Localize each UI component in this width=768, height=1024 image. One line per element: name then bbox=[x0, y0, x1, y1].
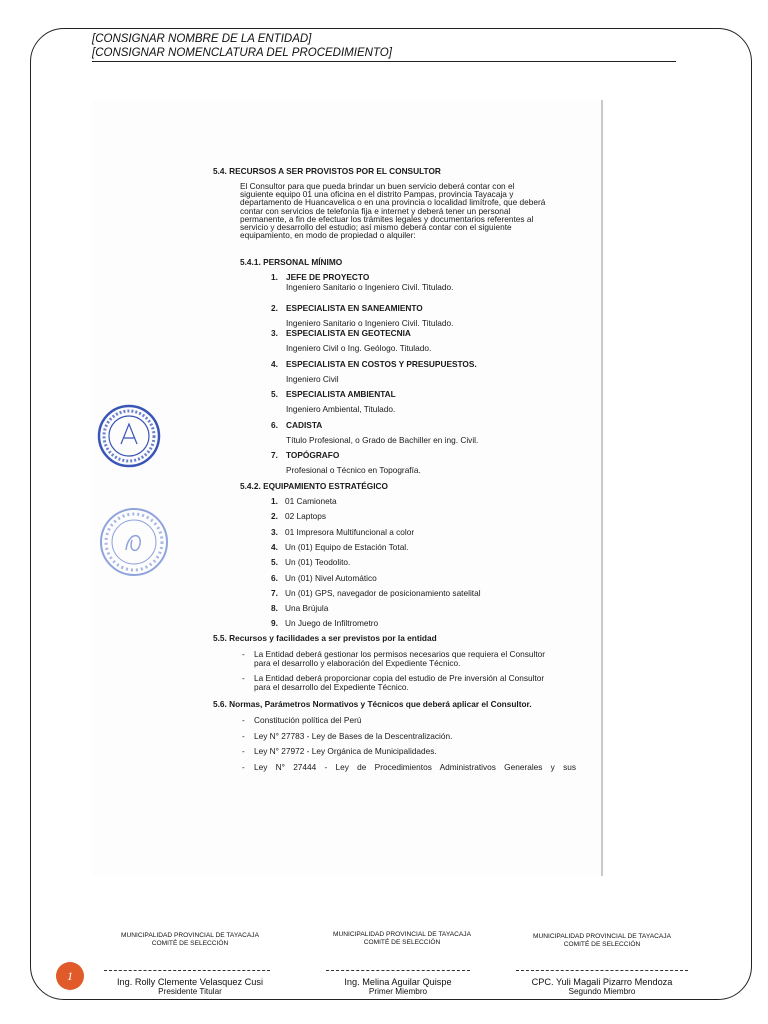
personal-role-title: TOPÓGRAFO bbox=[286, 450, 340, 460]
personal-role-title: JEFE DE PROYECTO bbox=[286, 272, 370, 282]
committee-org: MUNICIPALIDAD PROVINCIAL DE TAYACAJA bbox=[532, 933, 671, 940]
personal-role-title: ESPECIALISTA EN COSTOS Y PRESUPUESTOS. bbox=[286, 359, 477, 369]
blue-seal-stamp-2 bbox=[98, 506, 170, 578]
norm-item: Ley N° 27444 - Ley de Procedimientos Administrativos Generales y sus bbox=[254, 761, 576, 772]
bullet-dash: - bbox=[242, 673, 245, 683]
personal-role-title: ESPECIALISTA EN GEOTECNIA bbox=[286, 328, 411, 338]
signer-role: Primer Miembro bbox=[368, 987, 428, 996]
equipment-item: 01 Impresora Multifuncional a color bbox=[285, 526, 415, 537]
committee-sub: COMITÉ DE SELECCIÓN bbox=[151, 940, 229, 947]
equipment-item: Un Juego de Infiltrometro bbox=[285, 618, 379, 629]
bottom-rule-segment bbox=[292, 999, 314, 1000]
committee-block-2 bbox=[312, 931, 492, 947]
document-header bbox=[92, 33, 676, 62]
signer-name: Ing. Melina Aguilar Quispe bbox=[344, 977, 452, 987]
bullet-dash: - bbox=[242, 649, 245, 659]
intro-line: siguiente equipo 01 una oficina en el distrito Pampas, provincia Tayacaja y bbox=[240, 189, 514, 200]
equipment-number: 5. bbox=[271, 557, 278, 568]
scan-edge-line bbox=[601, 100, 603, 876]
bullet-dash: - bbox=[242, 730, 245, 741]
entity-resource-line: La Entidad deberá gestionar los permisos necesarios que requiera el Consultor bbox=[254, 649, 546, 659]
section-5-4-intro bbox=[240, 182, 582, 239]
entity-resource-line: para el desarrollo del Expediente Técnico. bbox=[254, 682, 409, 692]
procedure-nomenclature-placeholder: [CONSIGNAR NOMENCLATURA DEL PROCEDIMIENTO] bbox=[92, 46, 392, 59]
signer-name: Ing. Rolly Clemente Velasquez Cusi bbox=[116, 977, 264, 987]
signature-line-3 bbox=[516, 970, 688, 971]
committee-org: MUNICIPALIDAD PROVINCIAL DE TAYACAJA bbox=[332, 931, 471, 938]
personal-number: 1. bbox=[271, 272, 278, 282]
norm-item: Ley N° 27972 - Ley Orgánica de Municipalidades. bbox=[254, 746, 437, 756]
committee-sub: COMITÉ DE SELECCIÓN bbox=[563, 941, 641, 948]
equipment-item: Un (01) GPS, navegador de posicionamiento satelital bbox=[285, 587, 481, 598]
committee-block-3 bbox=[512, 933, 692, 949]
personal-role-requirement: Profesional o Técnico en Topografía. bbox=[286, 465, 421, 475]
bullet-dash: - bbox=[242, 715, 245, 725]
personal-number: 4. bbox=[271, 359, 278, 369]
signature-line-1 bbox=[104, 970, 270, 971]
personal-role-requirement: Ingeniero Civil bbox=[286, 374, 339, 384]
bottom-rule-segment bbox=[490, 999, 512, 1000]
equipment-number: 6. bbox=[271, 572, 278, 583]
equipment-item: 02 Laptops bbox=[285, 511, 327, 522]
equipment-title: 5.4.2. EQUIPAMIENTO ESTRATÉGICO bbox=[240, 481, 388, 491]
signature-block-3 bbox=[508, 977, 696, 997]
committee-block-1 bbox=[100, 932, 280, 948]
equipment-item: Un (01) Nivel Automático bbox=[285, 572, 377, 583]
personal-role-requirement: Título Profesional, o Grado de Bachiller en ing. Civil. bbox=[286, 435, 479, 445]
page-number-badge: 1 bbox=[56, 962, 84, 990]
personal-number: 2. bbox=[271, 303, 278, 313]
norm-item: Ley N° 27783 - Ley de Bases de la Descentralización. bbox=[254, 730, 453, 741]
intro-line: contar con servicios de telefonía fija e internet y deberá tener un personal bbox=[240, 205, 511, 216]
equipment-number: 8. bbox=[271, 603, 278, 614]
personal-number: 3. bbox=[271, 328, 278, 338]
equipment-number: 3. bbox=[271, 526, 278, 537]
equipment-number: 2. bbox=[271, 511, 278, 522]
bullet-dash: - bbox=[242, 746, 245, 756]
signature-block-1 bbox=[98, 977, 282, 997]
blue-seal-stamp-1 bbox=[97, 404, 161, 468]
equipment-item: Un (01) Equipo de Estación Total. bbox=[285, 541, 409, 552]
intro-line: El Consultor para que pueda brindar un buen servicio deberá contar con el bbox=[240, 181, 515, 191]
signature-line-2 bbox=[326, 970, 470, 971]
section-5-6-title: 5.6. Normas, Parámetros Normativos y Técnicos que deberá aplicar el Consultor. bbox=[213, 699, 532, 709]
bullet-dash: - bbox=[242, 761, 245, 772]
equipment-number: 1. bbox=[271, 496, 278, 506]
entity-resource-line: La Entidad deberá proporcionar copia del estudio de Pre inversión al Consultor bbox=[254, 673, 545, 683]
section-5-4-title: 5.4. RECURSOS A SER PROVISTOS POR EL CONSULTOR bbox=[213, 166, 441, 176]
signature-block-2 bbox=[314, 977, 482, 997]
personal-number: 6. bbox=[271, 420, 278, 430]
personal-role-requirement: Ingeniero Civil o Ing. Geólogo. Titulado. bbox=[286, 343, 432, 353]
personal-role-title: CADISTA bbox=[286, 420, 323, 430]
signer-role: Presidente Titular bbox=[158, 987, 222, 996]
committee-sub: COMITÉ DE SELECCIÓN bbox=[363, 939, 441, 946]
equipment-item: 01 Camioneta bbox=[285, 496, 337, 506]
personal-role-title: ESPECIALISTA AMBIENTAL bbox=[286, 389, 396, 399]
committee-org: MUNICIPALIDAD PROVINCIAL DE TAYACAJA bbox=[120, 932, 259, 939]
norm-item: Constitución política del Perú bbox=[254, 715, 362, 725]
equipment-number: 4. bbox=[271, 541, 278, 552]
entity-resource-line: para el desarrollo y elaboración del Expediente Técnico. bbox=[254, 658, 461, 668]
personal-number: 7. bbox=[271, 450, 278, 460]
equipment-item: Una Brújula bbox=[285, 603, 329, 614]
intro-line: departamento de Huancavelica o en una provincia o localidad limítrofe, que deberá bbox=[240, 197, 546, 208]
personal-role-requirement: Ingeniero Sanitario o Ingeniero Civil. Titulado. bbox=[286, 282, 454, 292]
intro-line: servicio y desarrollo del estudio; así mismo deberá contar con el siguiente bbox=[240, 221, 512, 232]
intro-line: permanente, a fin de efectuar los trámites legales y documentarios referentes al bbox=[240, 213, 534, 224]
personal-title: 5.4.1. PERSONAL MÍNIMO bbox=[240, 257, 343, 267]
signer-name: CPC. Yuli Magali Pizarro Mendoza bbox=[531, 977, 673, 987]
signer-role: Segundo Miembro bbox=[568, 987, 636, 996]
equipment-item: Un (01) Teodolito. bbox=[285, 557, 351, 568]
personal-role-requirement: Ingeniero Ambiental, Titulado. bbox=[286, 404, 396, 414]
personal-number: 5. bbox=[271, 389, 278, 399]
equipment-number: 7. bbox=[271, 587, 278, 598]
personal-role-requirement: Ingeniero Sanitario o Ingeniero Civil. Titulado. bbox=[286, 318, 454, 328]
entity-name-placeholder: [CONSIGNAR NOMBRE DE LA ENTIDAD] bbox=[92, 33, 312, 45]
equipment-number: 9. bbox=[271, 618, 278, 629]
personal-role-title: ESPECIALISTA EN SANEAMIENTO bbox=[286, 303, 423, 313]
section-5-5-title: 5.5. Recursos y facilidades a ser previstos por la entidad bbox=[213, 633, 437, 643]
intro-line: equipamiento, en modo de propiedad o alquiler: bbox=[240, 230, 416, 241]
